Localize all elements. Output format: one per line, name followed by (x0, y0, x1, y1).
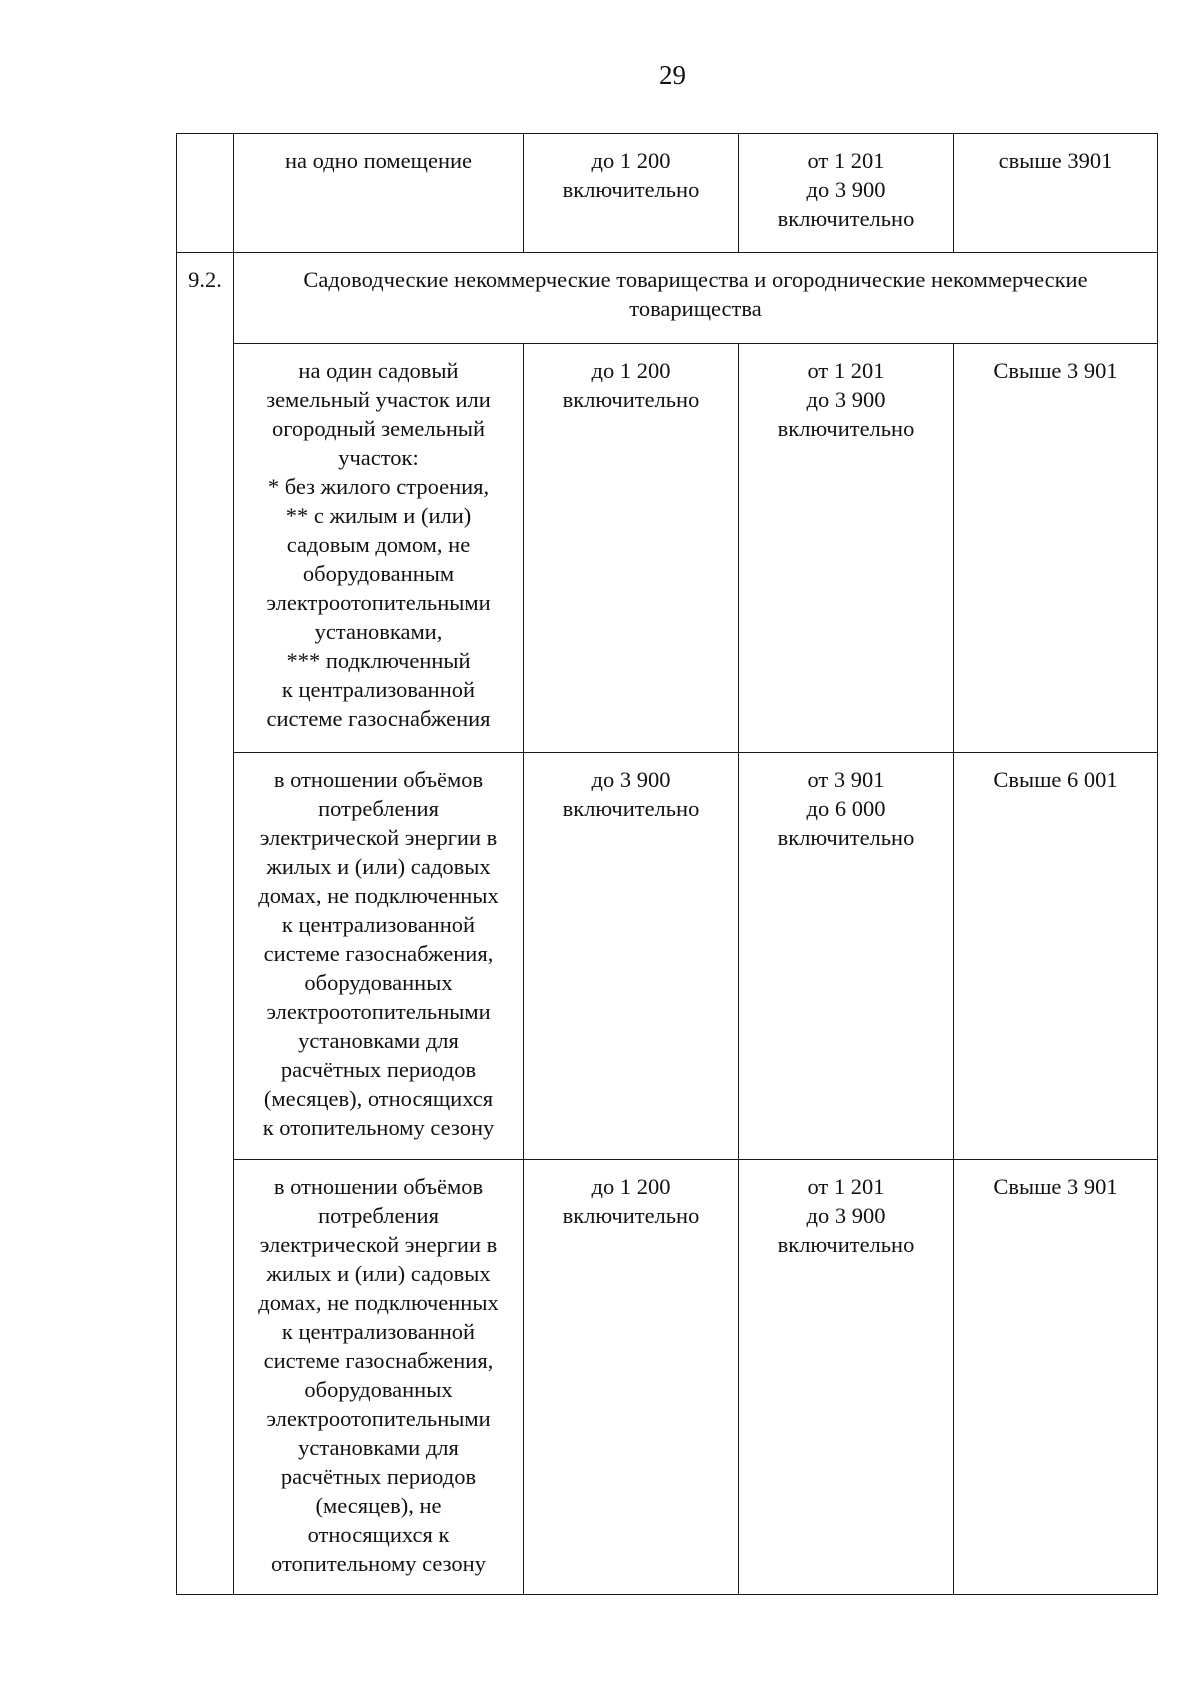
range-high-cell: Свыше 3 901 (954, 344, 1158, 753)
range-mid-cell: от 1 201 до 3 900 включительно (739, 344, 954, 753)
table-row (177, 134, 1158, 253)
range-low-cell: до 1 200 включительно (524, 1160, 739, 1595)
table-row (177, 1160, 1158, 1595)
range-low-cell: до 3 900 включительно (524, 753, 739, 1160)
range-mid-cell: от 1 201 до 3 900 включительно (739, 1160, 954, 1595)
tariff-table (176, 133, 1158, 1595)
row-number-cell (177, 134, 234, 253)
section-title-row (177, 253, 1158, 344)
section-title-cell: Садоводческие некоммерческие товарищества и огороднические некоммерческие товарищества (234, 253, 1158, 344)
range-high-cell: Свыше 3 901 (954, 1160, 1158, 1595)
range-low-cell: до 1 200 включительно (524, 344, 739, 753)
table-row (177, 344, 1158, 753)
range-high-cell: свыше 3901 (954, 134, 1158, 253)
range-low-cell: до 1 200 включительно (524, 134, 739, 253)
section-number-cell: 9.2. (177, 253, 234, 1595)
description-cell: на один садовый земельный участок или огородный земельный участок: * без жилого строения, ** с жилым и (или) садовым домом, не оборудованным электроотопительными установками, *** подключенный к централизованной системе газоснабжения (234, 344, 524, 753)
range-high-cell: Свыше 6 001 (954, 753, 1158, 1160)
description-cell: в отношении объёмов потребления электрической энергии в жилых и (или) садовых домах, не подключенных к централизованной системе газоснабжения, оборудованных электроотопительными установками для расчётных периодов (месяцев), не относящихся к отопительному сезону (234, 1160, 524, 1595)
table-row (177, 753, 1158, 1160)
page-number: 29 (659, 60, 686, 90)
description-cell: в отношении объёмов потребления электрической энергии в жилых и (или) садовых домах, не подключенных к централизованной системе газоснабжения, оборудованных электроотопительными установками для расчётных периодов (месяцев), относящихся к отопительному сезону (234, 753, 524, 1160)
description-cell: на одно помещение (234, 134, 524, 253)
range-mid-cell: от 1 201 до 3 900 включительно (739, 134, 954, 253)
range-mid-cell: от 3 901 до 6 000 включительно (739, 753, 954, 1160)
